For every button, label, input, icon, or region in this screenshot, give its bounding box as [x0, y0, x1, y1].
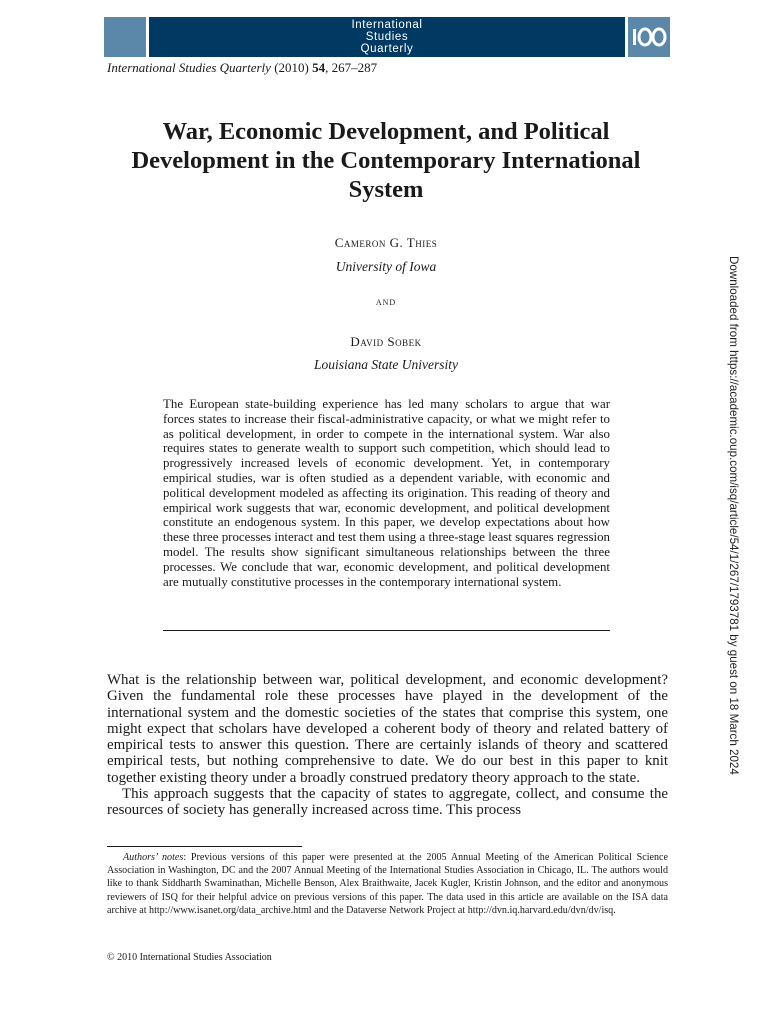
citation-year: (2010) — [274, 60, 309, 75]
footnote — [107, 851, 668, 917]
citation-pages: , 267–287 — [325, 60, 378, 75]
body-paragraph-1: What is the relationship between war, political development, and economic development? Given the fundamental role these processes have played in the development of the international system and the domestic societies of the states that comprise this system, one might expect that scholars have developed a coherent body of theory and related battery of empirical tests to answer this question. There are certainly islands of theory and scattered empirical tests, but nothing comprehensive to date. We do our best in this paper to knit together existing theory under a broadly construed predatory theory approach to the state. — [107, 672, 668, 786]
banner-line-3: Quarterly — [360, 43, 414, 55]
isq-logo-icon — [630, 26, 668, 48]
isq-logo — [628, 17, 670, 57]
footnote-label: Authors’ notes — [123, 852, 184, 863]
author-name-2: David Sobek — [350, 334, 422, 349]
download-watermark: Downloaded from https://academic.oup.com/isq/article/54/1/267/1793781 by guest on 18 March 2024 — [727, 256, 740, 775]
copyright-notice: © 2010 International Studies Association — [107, 952, 272, 963]
journal-banner — [149, 17, 625, 57]
citation-volume: 54 — [312, 60, 326, 75]
body-paragraph-2: This approach suggests that the capacity of states to aggregate, collect, and consume the resources of society has generally increased across time. This process — [107, 786, 668, 819]
banner-left-block — [104, 17, 146, 57]
banner-line-1: International — [351, 19, 423, 31]
abstract: The European state-building experience has led many scholars to argue that war forces states to increase their fiscal-administrative capacity, or what we might refer to as political development, in order to compete in the international system. War also requires states to generate wealth to support such competition, which should lead to progressively increased levels of economic development. Yet, in contemporary empirical studies, war is often studied as a dependent variable, with economic and political development modeled as affecting its origination. This reading of theory and empirical work suggests that war, economic development, and political development constitute an endogenous system. In this paper, we develop expectations about how these three processes interact and test them using a three-stage least squares regression model. The results show significant simultaneous relationships between the three processes. We conclude that war, economic development, and political development are mutually constitutive processes in the contemporary international system. — [163, 397, 610, 589]
body-text — [107, 672, 668, 819]
author-name-1: Cameron G. Thies — [334, 235, 438, 250]
citation-line — [107, 60, 377, 76]
article-title: War, Economic Development, and Political Development in the Contemporary International System — [131, 118, 641, 203]
banner-line-2: Studies — [365, 31, 409, 43]
author-affiliation-2: Louisiana State University — [314, 357, 458, 372]
abstract-divider — [163, 630, 610, 631]
author-separator: and — [375, 296, 397, 308]
footnote-text: : Previous versions of this paper were presented at the 2005 Annual Meeting of the American Political Science Association in Washington, DC and the 2007 Annual Meeting of the International Studies Association in Chicago, IL. The authors would like to thank Siddharth Swaminathan, Michelle Benson, Alex Braithwaite, Jacek Kugler, Kristin Johnson, and the editor and anonymous reviewers of ISQ for their helpful advice on previous versions of this paper. The data used in this article are available on the ISA data archive at http://www.isanet.org/data_archive.html and the Dataverse Network Project at http://dvn.iq.harvard.edu/dvn/dv/isq. — [107, 852, 669, 916]
author-affiliation-1: University of Iowa — [335, 259, 437, 274]
footnote-divider — [107, 846, 302, 847]
citation-journal: International Studies Quarterly — [107, 60, 271, 75]
